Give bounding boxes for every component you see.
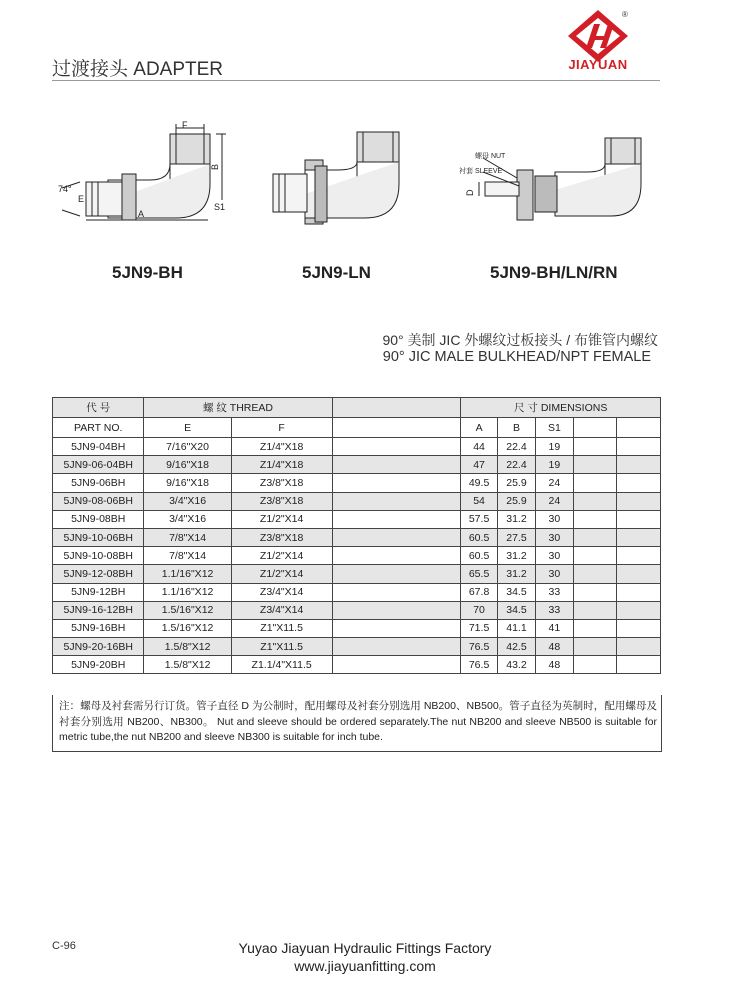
description-cn: 90° 美制 JIC 外螺纹过板接头 / 布锥管内螺纹 [382, 332, 658, 348]
cell-blank [332, 474, 461, 492]
cell-part: 5JN9-10-08BH [53, 547, 144, 565]
cell-blank [332, 565, 461, 583]
cell-f: Z3/4"X14 [231, 601, 332, 619]
cell-part: 5JN9-16BH [53, 619, 144, 637]
table-row [53, 619, 661, 637]
cell-blank [332, 619, 461, 637]
table-row [53, 438, 661, 456]
cell-part: 5JN9-06-04BH [53, 456, 144, 474]
cell-e: 1.5/8"X12 [144, 638, 231, 656]
header-blank [332, 418, 461, 438]
cell-b: 43.2 [497, 656, 535, 674]
cell-blank [573, 528, 617, 546]
cell-f: Z1.1/4"X11.5 [231, 656, 332, 674]
cell-f: Z1"X11.5 [231, 619, 332, 637]
cell-e: 1.1/16"X12 [144, 565, 231, 583]
page-number: C-96 [52, 940, 76, 952]
drawing-5jn9-bh-ln-rn [455, 132, 665, 227]
table-row [53, 565, 661, 583]
drawing-5jn9-bh [58, 120, 238, 225]
table-row [53, 547, 661, 565]
cell-blank [617, 456, 661, 474]
header-divider [52, 80, 660, 81]
logo-wordmark: JIAYUAN [568, 57, 628, 72]
cell-e: 7/16"X20 [144, 438, 231, 456]
cell-blank [617, 528, 661, 546]
header-b: B [497, 418, 535, 438]
cell-a: 47 [461, 456, 497, 474]
cell-s1: 30 [536, 547, 573, 565]
cell-part: 5JN9-08-06BH [53, 492, 144, 510]
cell-e: 9/16"X18 [144, 474, 231, 492]
cell-blank [573, 583, 617, 601]
table-header-en [53, 418, 661, 438]
table-row [53, 638, 661, 656]
cell-f: Z3/8"X18 [231, 492, 332, 510]
dim-label-f: F [182, 120, 188, 130]
cell-f: Z1/4"X18 [231, 438, 332, 456]
cell-blank [332, 547, 461, 565]
header-blank [573, 418, 617, 438]
cell-part: 5JN9-20-16BH [53, 638, 144, 656]
cell-a: 65.5 [461, 565, 497, 583]
cell-f: Z1/4"X18 [231, 456, 332, 474]
cell-blank [332, 438, 461, 456]
cell-b: 31.2 [497, 510, 535, 528]
table-row [53, 601, 661, 619]
cell-blank [332, 510, 461, 528]
cell-blank [617, 656, 661, 674]
cell-part: 5JN9-10-06BH [53, 528, 144, 546]
registered-mark: ® [622, 10, 628, 19]
cell-b: 34.5 [497, 601, 535, 619]
header-a: A [461, 418, 497, 438]
cell-s1: 24 [536, 474, 573, 492]
dim-label-a: A [138, 209, 145, 219]
cell-a: 67.8 [461, 583, 497, 601]
cell-f: Z1/2"X14 [231, 565, 332, 583]
cell-a: 60.5 [461, 547, 497, 565]
description-en: 90° JIC MALE BULKHEAD/NPT FEMALE [382, 349, 651, 365]
cell-blank [617, 565, 661, 583]
cell-s1: 24 [536, 492, 573, 510]
cell-blank [617, 547, 661, 565]
cell-blank [573, 510, 617, 528]
cell-e: 9/16"X18 [144, 456, 231, 474]
cell-blank [573, 547, 617, 565]
cell-b: 22.4 [497, 438, 535, 456]
cell-blank [617, 638, 661, 656]
cell-b: 34.5 [497, 583, 535, 601]
header-blank [332, 398, 461, 418]
cell-blank [617, 474, 661, 492]
cell-e: 3/4"X16 [144, 492, 231, 510]
header-f: F [231, 418, 332, 438]
cell-e: 1.5/8"X12 [144, 656, 231, 674]
cell-blank [573, 438, 617, 456]
cell-f: Z1/2"X14 [231, 510, 332, 528]
cell-blank [617, 438, 661, 456]
header-thread: 螺 纹 THREAD [144, 398, 332, 418]
cell-a: 57.5 [461, 510, 497, 528]
spec-table [52, 397, 661, 674]
cell-s1: 48 [536, 638, 573, 656]
cell-f: Z3/8"X18 [231, 528, 332, 546]
cell-blank [617, 619, 661, 637]
cell-e: 7/8"X14 [144, 528, 231, 546]
header-blank [617, 418, 661, 438]
cell-blank [332, 656, 461, 674]
cell-a: 76.5 [461, 638, 497, 656]
cell-s1: 30 [536, 565, 573, 583]
table-header-cn [53, 398, 661, 418]
cell-a: 54 [461, 492, 497, 510]
cell-part: 5JN9-06BH [53, 474, 144, 492]
cell-b: 25.9 [497, 474, 535, 492]
cell-part: 5JN9-20BH [53, 656, 144, 674]
cell-part: 5JN9-08BH [53, 510, 144, 528]
cell-b: 25.9 [497, 492, 535, 510]
cell-a: 70 [461, 601, 497, 619]
dim-label-angle: 74° [58, 184, 72, 194]
cell-blank [573, 619, 617, 637]
cell-blank [332, 601, 461, 619]
dim-label-b: B [210, 163, 220, 170]
header-code: 代 号 [53, 398, 144, 418]
cell-f: Z1"X11.5 [231, 638, 332, 656]
cell-s1: 30 [536, 510, 573, 528]
cell-b: 41.1 [497, 619, 535, 637]
cell-s1: 48 [536, 656, 573, 674]
cell-blank [617, 492, 661, 510]
nut-label: 螺母 NUT [475, 153, 506, 160]
cell-blank [332, 583, 461, 601]
cell-s1: 33 [536, 583, 573, 601]
model-label-ln: 5JN9-LN [302, 263, 371, 282]
model-label-bh: 5JN9-BH [112, 263, 183, 282]
table-row [53, 510, 661, 528]
cell-blank [573, 492, 617, 510]
cell-b: 31.2 [497, 547, 535, 565]
cell-blank [573, 456, 617, 474]
drawing-5jn9-ln [265, 122, 415, 227]
cell-blank [332, 492, 461, 510]
cell-s1: 41 [536, 619, 573, 637]
footer-company: Yuyao Jiayuan Hydraulic Fittings Factory [238, 940, 492, 956]
cell-a: 71.5 [461, 619, 497, 637]
cell-blank [617, 601, 661, 619]
table-row [53, 583, 661, 601]
cell-blank [617, 583, 661, 601]
cell-a: 60.5 [461, 528, 497, 546]
cell-blank [617, 510, 661, 528]
cell-f: Z3/8"X18 [231, 474, 332, 492]
dim-label-s1: S1 [214, 202, 226, 212]
cell-part: 5JN9-16-12BH [53, 601, 144, 619]
table-row [53, 474, 661, 492]
model-label-bh-ln-rn: 5JN9-BH/LN/RN [490, 263, 618, 282]
cell-blank [332, 528, 461, 546]
cell-s1: 19 [536, 438, 573, 456]
cell-b: 22.4 [497, 456, 535, 474]
sleeve-label: 衬套 SLEEVE [459, 168, 503, 175]
cell-b: 42.5 [497, 638, 535, 656]
cell-b: 31.2 [497, 565, 535, 583]
cell-blank [573, 656, 617, 674]
table-row [53, 656, 661, 674]
footer-url[interactable]: www.jiayuanfitting.com [294, 958, 436, 974]
cell-blank [573, 474, 617, 492]
cell-f: Z1/2"X14 [231, 547, 332, 565]
cell-blank [573, 601, 617, 619]
cell-a: 76.5 [461, 656, 497, 674]
cell-s1: 30 [536, 528, 573, 546]
cell-e: 7/8"X14 [144, 547, 231, 565]
cell-part: 5JN9-12-08BH [53, 565, 144, 583]
page-title: 过渡接头 ADAPTER [52, 59, 224, 80]
cell-s1: 33 [536, 601, 573, 619]
dim-label-d: D [465, 189, 475, 196]
header-e: E [144, 418, 231, 438]
cell-e: 1.1/16"X12 [144, 583, 231, 601]
cell-a: 44 [461, 438, 497, 456]
cell-e: 3/4"X16 [144, 510, 231, 528]
header-dimensions: 尺 寸 DIMENSIONS [461, 398, 661, 418]
cell-s1: 19 [536, 456, 573, 474]
cell-e: 1.5/16"X12 [144, 619, 231, 637]
header-s1: S1 [536, 418, 573, 438]
cell-part: 5JN9-04BH [53, 438, 144, 456]
header-part-no: PART NO. [53, 418, 144, 438]
cell-a: 49.5 [461, 474, 497, 492]
cell-blank [573, 565, 617, 583]
cell-b: 27.5 [497, 528, 535, 546]
cell-blank [573, 638, 617, 656]
table-note: 注：螺母及衬套需另行订货。管子直径 D 为公制时，配用螺母及衬套分别选用 NB200、NB500。管子直径为英制时，配用螺母及衬套分别选用 NB200、NB300。 Nut and sleeve should be ordered separately.The nut NB200 and sleeve NB500 is suitable for metric tube,the nut NB200 and sleeve NB300 is suitable for inch tube. [52, 695, 662, 752]
cell-part: 5JN9-12BH [53, 583, 144, 601]
table-row [53, 528, 661, 546]
dim-label-e: E [78, 194, 85, 204]
table-row [53, 492, 661, 510]
cell-blank [332, 638, 461, 656]
cell-e: 1.5/16"X12 [144, 601, 231, 619]
cell-f: Z3/4"X14 [231, 583, 332, 601]
cell-blank [332, 456, 461, 474]
table-row [53, 456, 661, 474]
